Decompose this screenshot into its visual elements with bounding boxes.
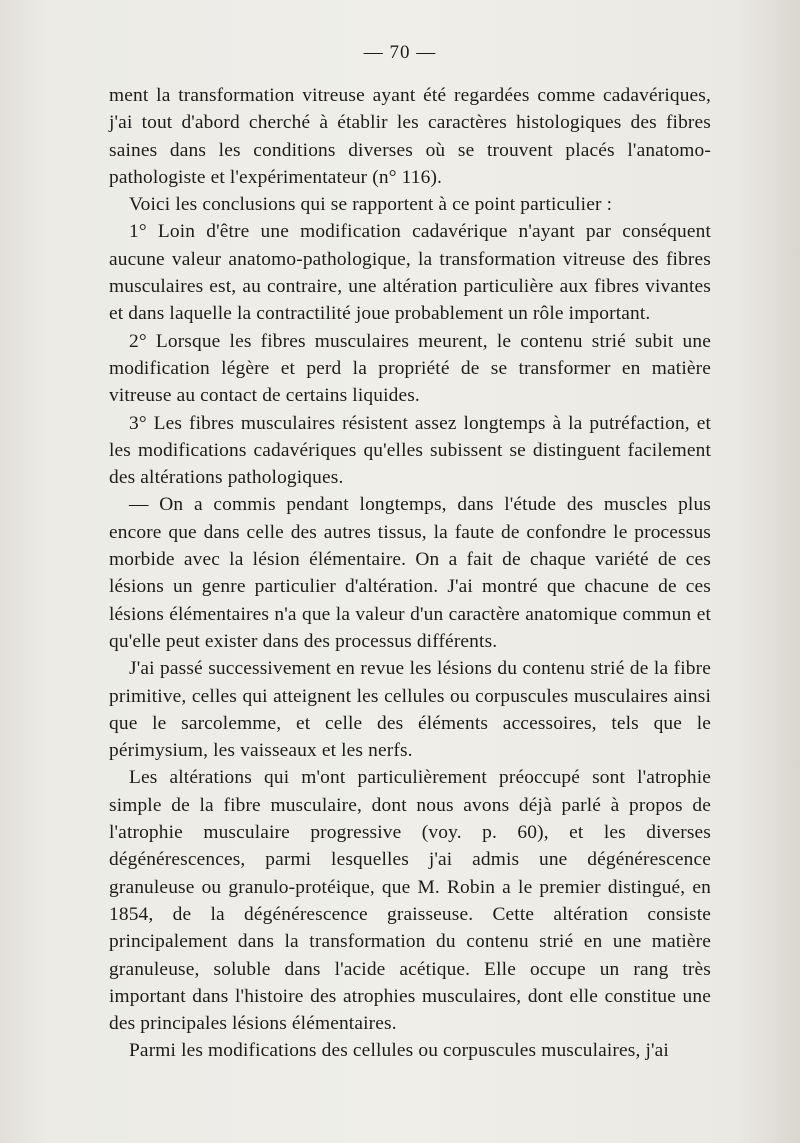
paragraph-7: J'ai passé successivement en revue les lésions du contenu strié de la fibre primitive, celles qui atteignent les cellules ou corpuscules musculaires ainsi que le sarcolemme, et celle des éléments accessoires, tels que le périmysium, les vaisseaux et les nerfs. [109,658,711,762]
paragraph-5: 3° Les fibres musculaires résistent assez longtemps à la putréfaction, et les modifications cadavériques qu'elles subissent se distinguent facilement des altérations pathologiques. [109,412,711,489]
paragraph-9: Parmi les modifications des cellules ou corpuscules musculaires, j'ai [129,1040,669,1062]
paragraph-4: 2° Lorsque les fibres musculaires meurent, le contenu strié subit une modification légère et perd la propriété de se transformer en matière vitreuse au contact de certains liquides. [109,330,711,407]
paragraph-2: Voici les conclusions qui se rapportent à ce point particulier : [129,194,613,216]
body-text [109,82,711,1065]
paragraph-8: Les altérations qui m'ont particulièrement préoccupé sont l'atrophie simple de la fibre musculaire, dont nous avons déjà parlé à propos de l'atrophie musculaire progressive (voy. p. 60), et les diverses dégénérescences, parmi lesquelles j'ai admis une dégénérescence granuleuse ou granulo-protéique, que M. Robin a le premier distingué, en 1854, de la dégénérescence graisseuse. Cette altération consiste principalement dans la transformation du contenu strié en une matière granuleuse, soluble dans l'acide acétique. Elle occupe un rang très important dans l'histoire des atrophies musculaires, dont elle constitue une des principales lésions élémentaires. [109,767,711,1035]
paragraph-6: — On a commis pendant longtemps, dans l'étude des muscles plus encore que dans celle des autres tissus, la faute de confondre le processus morbide avec la lésion élémentaire. On a fait de chaque variété de ces lésions un genre particulier d'altération. J'ai montré que chacune de ces lésions élémentaires n'a que la valeur d'un caractère anatomique commun et qu'elle peut exister dans des processus différents. [109,494,711,652]
paragraph-1: ment la transformation vitreuse ayant été regardées comme cadavériques, j'ai tout d'abord cherché à établir les caractères histologiques des fibres saines dans les conditions diverses où se trouvent placés l'anatomo-pathologiste et l'expérimentateur (n° 116). [109,85,711,188]
paragraph-3: 1° Loin d'être une modification cadavérique n'ayant par conséquent aucune valeur anatomo-pathologique, la transformation vitreuse des fibres musculaires est, au contraire, une altération particulière aux fibres vivantes et dans laquelle la contractilité joue probablement un rôle important. [109,221,711,325]
page-number: — 70 — [363,42,437,63]
